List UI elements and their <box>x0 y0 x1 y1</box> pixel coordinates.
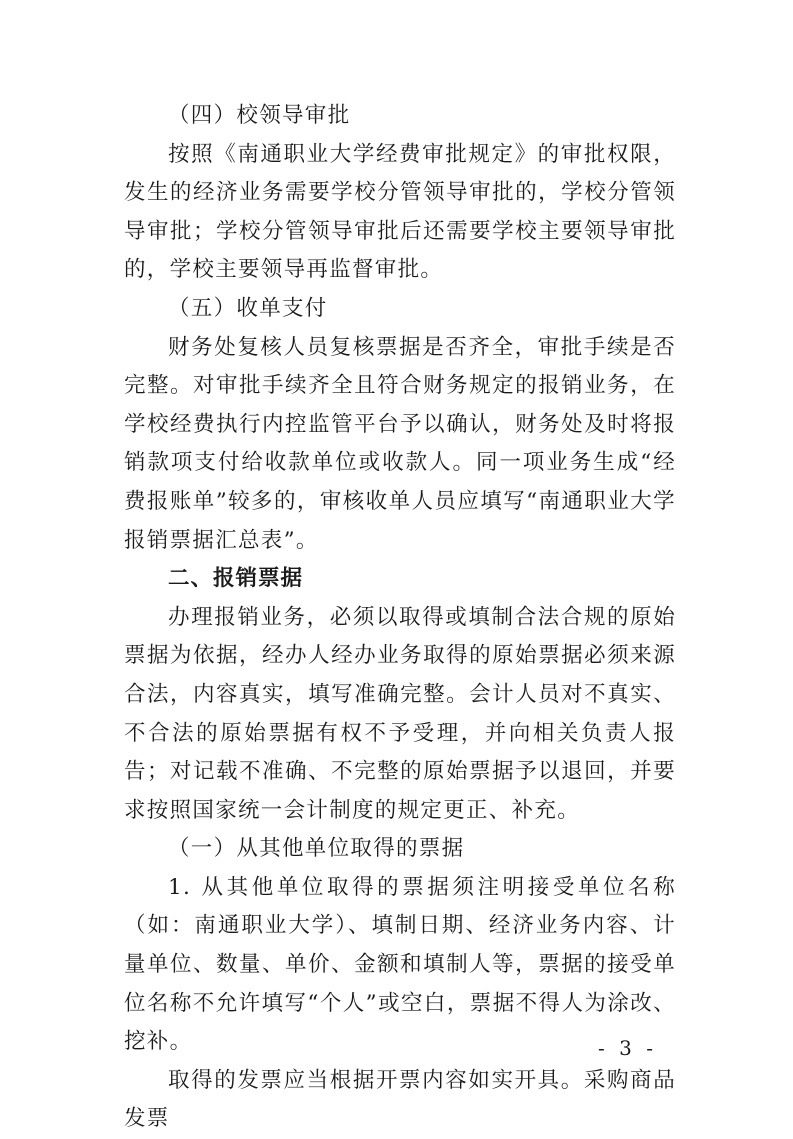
paragraph-invoice-issuance: 取得的发票应当根据开票内容如实开具。采购商品发票 <box>124 1067 676 1132</box>
paragraph-original-receipts: 办理报销业务，必须以取得或填制合法合规的原始票据为依据，经办人经办业务取得的原始票据必须来源合法，内容真实，填写准确完整。会计人员对不真实、不合法的原始票据有权不予受理，并向相关负责人报告；对记载不准确、不完整的原始票据予以退回，并要求按照国家统一会计制度的规定更正、补充。 <box>124 604 676 823</box>
paragraph-receipt-requirements: 1. 从其他单位取得的票据须注明接受单位名称（如：南通职业大学）、填制日期、经济业务内容、计量单位、数量、单价、金额和填制人等，票据的接受单位名称不允许填写“个人”或空白，票据不得人为涂改、挖补。 <box>124 874 676 1055</box>
subheading-receipts-from-other-units: （一）从其他单位取得的票据 <box>168 836 465 862</box>
paragraph-approval-authority: 按照《南通职业大学经费审批规定》的审批权限，发生的经济业务需要学校分管领导审批的，学校分管领导审批；学校分管领导审批后还需要学校主要领导审批的，学校主要领导再监督审批。 <box>124 141 676 283</box>
document-body <box>124 97 676 1139</box>
subheading-receipt-payment: （五）收单支付 <box>168 295 328 321</box>
paragraph-review-payment: 财务处复核人员复核票据是否齐全，审批手续是否完整。对审批手续齐全且符合财务规定的报销业务，在学校经费执行内控监管平台予以确认，财务处及时将报销款项支付给收款单位或收款人。同一项业务生成“经费报账单”较多的，审核收单人员应填写“南通职业大学报销票据汇总表”。 <box>124 334 676 553</box>
page-number: - 3 - <box>598 1036 657 1060</box>
subheading-school-leader-approval: （四）校领导审批 <box>168 103 351 128</box>
section-heading-reimbursement-receipts: 二、报销票据 <box>168 566 304 592</box>
